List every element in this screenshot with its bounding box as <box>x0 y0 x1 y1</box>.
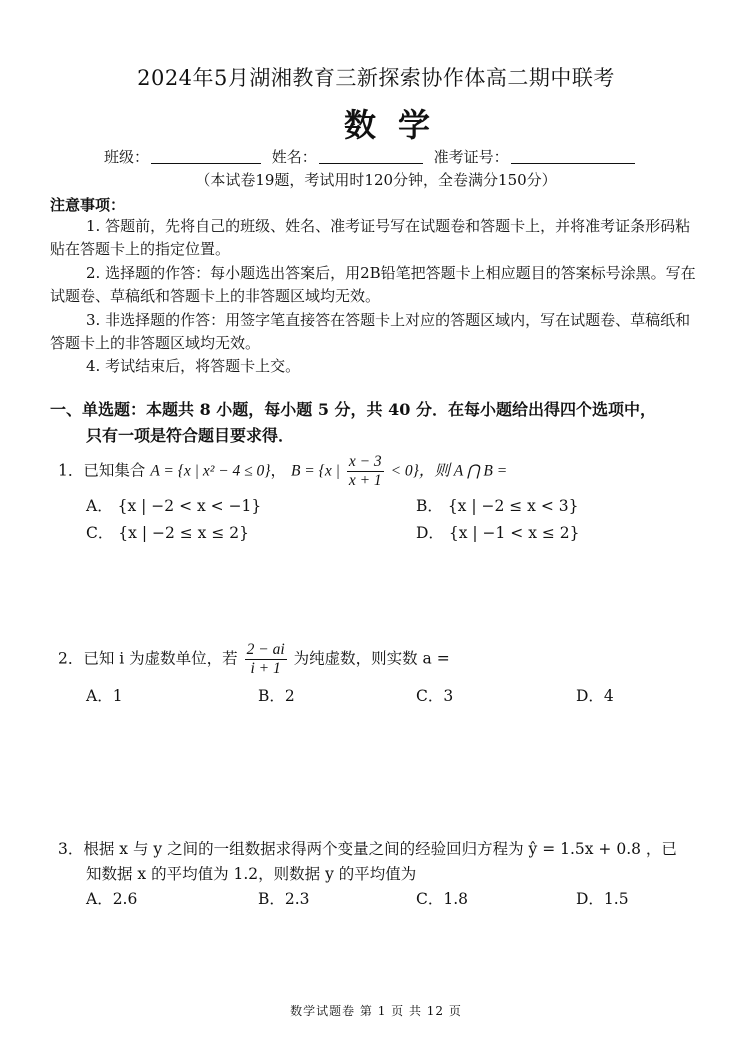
q2-option-a[interactable]: A．1 <box>86 687 123 705</box>
q3-option-b[interactable]: B．2.3 <box>258 890 310 908</box>
set-a: A = {x | x² − 4 ≤ 0} <box>150 462 271 480</box>
question-2: 2．已知 i 为虚数单位，若 $\frac{2 - ai}{i + 1}$ 为纯虚数，则实数 a = <box>58 641 450 677</box>
note-item-3: 3. 非选择题的作答：用签字笔直接答在答题卡上对应的答题区域内，写在试题卷、草稿纸和答题卡上的非答题区域均无效。 <box>50 311 691 352</box>
page-footer: 数学试题卷 第 1 页 共 12 页 <box>290 1004 462 1018</box>
notes-title: 注意事项： <box>50 196 126 214</box>
q3-option-d[interactable]: D．1.5 <box>576 890 629 908</box>
q3-option-c[interactable]: C．1.8 <box>416 890 469 908</box>
section-heading: 一、单选题：本题共 8 小题，每小题 5 分，共 40 分．在每小题给出得四个选项中， 只有一项是符合题目要求得． <box>50 400 656 445</box>
name-label: 姓名： <box>271 148 317 166</box>
q2-option-d[interactable]: D．4 <box>576 687 614 705</box>
question-1: 1．已知集合 A = {x | x² − 4 ≤ 0}， B = {x | $\frac{x - 3}{x + 1}$ < 0}，则 A ⋂ B = <box>58 453 508 489</box>
name-field[interactable] <box>319 147 423 164</box>
q1-option-a[interactable]: A． {x | −2 < x < −1} <box>86 497 262 515</box>
note-item-2: 2. 选择题的作答：每小题选出答案后，用2B铅笔把答题卡上相应题目的答案标号涂黑。写在试题卷、草稿纸和答题卡上的非答题区域均无效。 <box>50 264 696 305</box>
exam-no-field[interactable] <box>511 147 635 164</box>
q1-option-c[interactable]: C． {x | −2 ≤ x ≤ 2} <box>86 524 249 542</box>
question-3: 3．根据 x 与 y 之间的一组数据求得两个变量之间的经验回归方程为 ŷ = 1.5x + 0.8 ，已 <box>58 840 677 858</box>
class-label: 班级： <box>104 148 150 166</box>
exam-no-label: 准考证号： <box>433 148 509 166</box>
exam-info: （本试卷19题，考试用时120分钟，全卷满分150分） <box>195 171 557 189</box>
question-3-line-2: 知数据 x 的平均值为 1.2，则数据 y 的平均值为 <box>86 865 417 883</box>
fraction: $\frac{2 - ai}{i + 1}$ <box>246 641 285 677</box>
q2-option-b[interactable]: B．2 <box>258 687 295 705</box>
class-field[interactable] <box>151 147 261 164</box>
exam-title: 2024年5月湖湘教育三新探索协作体高二期中联考 <box>137 66 615 90</box>
student-info-row <box>104 146 641 167</box>
q2-option-c[interactable]: C．3 <box>416 687 454 705</box>
note-item-1: 1. 答题前，先将自己的班级、姓名、准考证号写在试题卷和答题卡上，并将准考证条形码粘贴在答题卡上的指定位置。 <box>50 217 691 258</box>
q1-option-d[interactable]: D． {x | −1 < x ≤ 2} <box>416 524 580 542</box>
q1-option-b[interactable]: B． {x | −2 ≤ x < 3} <box>416 497 579 515</box>
fraction: $\frac{x - 3}{x + 1}$ <box>348 453 382 489</box>
q3-option-a[interactable]: A．2.6 <box>86 890 138 908</box>
note-item-4: 4. 考试结束后，将答题卡上交。 <box>86 357 301 375</box>
subject-title: 数学 <box>343 106 452 144</box>
